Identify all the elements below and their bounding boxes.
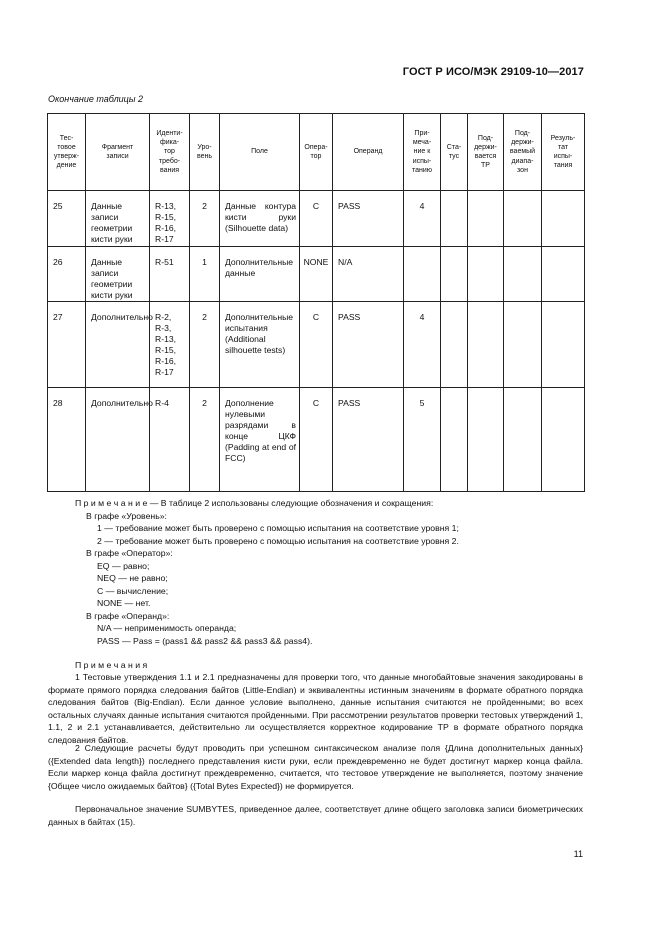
cell-supported-range [504, 302, 542, 388]
col-header-level: Уро- вень [190, 114, 220, 191]
table-header-row [48, 114, 585, 191]
col-header-operator: Опера- тор [300, 114, 333, 191]
cell-req-id: R-13, R-15, R-16, R-17 [150, 191, 190, 247]
cell-test-result [542, 302, 585, 388]
operand-item: PASS — Pass = (pass1 && pass2 && pass3 && pass4). [97, 635, 313, 646]
cell-assertion: 25 [48, 191, 86, 247]
requirements-table [47, 113, 585, 492]
operator-item: C — вычисление; [97, 585, 169, 596]
cell-field: Данные контура кисти руки (Silhouette data) [220, 191, 300, 247]
cell-status [441, 247, 468, 302]
page-number: 11 [573, 849, 583, 859]
cell-tp-supported [468, 388, 504, 492]
col-header-test-result: Резуль- тат испы- тания [542, 114, 585, 191]
document-header: ГОСТ Р ИСО/МЭК 29109-10—2017 [402, 66, 584, 78]
cell-note: 4 [404, 302, 441, 388]
notes-title: П р и м е ч а н и я [75, 660, 148, 670]
cell-fragment: Данные записи геометрии кисти руки [86, 247, 150, 302]
cell-assertion: 27 [48, 302, 86, 388]
level-item: 2 — требование может быть проверено с помощью испытания на соответствие уровня 2. [97, 535, 459, 546]
cell-level: 2 [190, 388, 220, 492]
cell-field: Дополнительные данные [220, 247, 300, 302]
cell-field: Дополнительные испытания (Additional silhouette tests) [220, 302, 300, 388]
cell-fragment: Дополнительно [86, 302, 150, 388]
note-paragraph-1-text: 1 Тестовые утверждения 1.1 и 2.1 предназначены для проверки того, что данные многобайтовые значения закодированы в формате прямого порядка следования байтов (Little-Endian) и эквивалентны истинным значениям в формате обратного порядка следования байтов (Big-Endian). Если данное условие выполнено, данные испытания считаются не пройденными; во всех остальных случаях данные испытания считаются пройденными. При рассмотрении результатов проверки тестовых утверждений 1, 1.1, 2 и 2.1 устанавливается, действительно ли осуществляется корректное кодирование ТР в формате обратного порядка следования байтов. [48, 672, 583, 745]
operator-title: В графе «Оператор»: [86, 548, 173, 558]
col-header-tp-supported: Под- держи- вается ТР [468, 114, 504, 191]
cell-test-result [542, 247, 585, 302]
cell-level: 1 [190, 247, 220, 302]
table-row [48, 247, 585, 302]
col-header-status: Ста- тус [441, 114, 468, 191]
col-header-supported-range: Под- держи- ваемый диапа- зон [504, 114, 542, 191]
cell-field: Дополнение нулевыми разрядами в конце ЦКФ (Padding at end of FCC) [220, 388, 300, 492]
cell-note: 4 [404, 191, 441, 247]
note-paragraph-3-block [48, 803, 583, 828]
numbered-notes [75, 659, 583, 672]
abbreviations-note [75, 497, 583, 647]
cell-supported-range [504, 247, 542, 302]
cell-note [404, 247, 441, 302]
operand-item: N/A — неприменимость операнда; [97, 623, 237, 633]
cell-level: 2 [190, 191, 220, 247]
col-header-assertion: Тес- товое утверж- дение [48, 114, 86, 191]
table-row [48, 388, 585, 492]
cell-level: 2 [190, 302, 220, 388]
note-paragraph-1-block [48, 671, 583, 746]
cell-operand: PASS [333, 302, 404, 388]
cell-supported-range [504, 388, 542, 492]
note-paragraph-3-text: Первоначальное значение SUMBYTES, приведенное далее, соответствует длине общего заголовка записи биометрических данных в байтах (15). [48, 804, 583, 827]
note-paragraph-2-text: 2 Следующие расчеты будут проводить при успешном синтаксическом анализе поля {Длина дополнительных данных} ({Extended data length}) последнего представления кисти руки, если преждевременно не будет достигнут маркер конца файла. Если маркер конца файла достигнут преждевременно, считается, что тестовое утверждение не выполняется, поэтому значение {Общее число ожидаемых байтов} ({Total Bytes Expected}) не формируется. [48, 743, 583, 791]
cell-status [441, 388, 468, 492]
cell-supported-range [504, 191, 542, 247]
col-header-field: Поле [220, 114, 300, 191]
cell-req-id: R-51 [150, 247, 190, 302]
table-caption: Окончание таблицы 2 [48, 94, 143, 104]
cell-operator: NONE [300, 247, 333, 302]
cell-note: 5 [404, 388, 441, 492]
note-paragraph-2-block [48, 742, 583, 792]
cell-tp-supported [468, 247, 504, 302]
cell-fragment: Данные записи геометрии кисти руки [86, 191, 150, 247]
cell-operand: PASS [333, 388, 404, 492]
cell-operator: C [300, 302, 333, 388]
operand-title: В графе «Операнд»: [86, 610, 170, 621]
cell-test-result [542, 191, 585, 247]
cell-tp-supported [468, 302, 504, 388]
cell-req-id: R-2, R-3, R-13, R-15, R-16, R-17 [150, 302, 190, 388]
operator-item: NONE — нет. [97, 598, 151, 608]
col-header-test-note: При- меча- ние к испы- танию [404, 114, 441, 191]
cell-test-result [542, 388, 585, 492]
cell-assertion: 28 [48, 388, 86, 492]
table-row [48, 191, 585, 247]
col-header-fragment: Фрагмент записи [86, 114, 150, 191]
col-header-req-id: Иденти- фика- тор требо- вания [150, 114, 190, 191]
table-row [48, 302, 585, 388]
cell-tp-supported [468, 191, 504, 247]
cell-status [441, 191, 468, 247]
note-intro: П р и м е ч а н и е — В таблице 2 использованы следующие обозначения и сокращения: [75, 498, 434, 508]
col-header-operand: Операнд [333, 114, 404, 191]
cell-assertion: 26 [48, 247, 86, 302]
cell-operator: C [300, 388, 333, 492]
level-item: 1 — требование может быть проверено с помощью испытания на соответствие уровня 1; [97, 523, 459, 533]
operator-item: NEQ — не равно; [97, 573, 168, 583]
cell-operand: N/A [333, 247, 404, 302]
cell-fragment: Дополнительно [86, 388, 150, 492]
cell-operator: C [300, 191, 333, 247]
level-title: В графе «Уровень»: [86, 510, 167, 521]
cell-operand: PASS [333, 191, 404, 247]
operator-item: EQ — равно; [97, 560, 150, 571]
cell-status [441, 302, 468, 388]
cell-req-id: R-4 [150, 388, 190, 492]
